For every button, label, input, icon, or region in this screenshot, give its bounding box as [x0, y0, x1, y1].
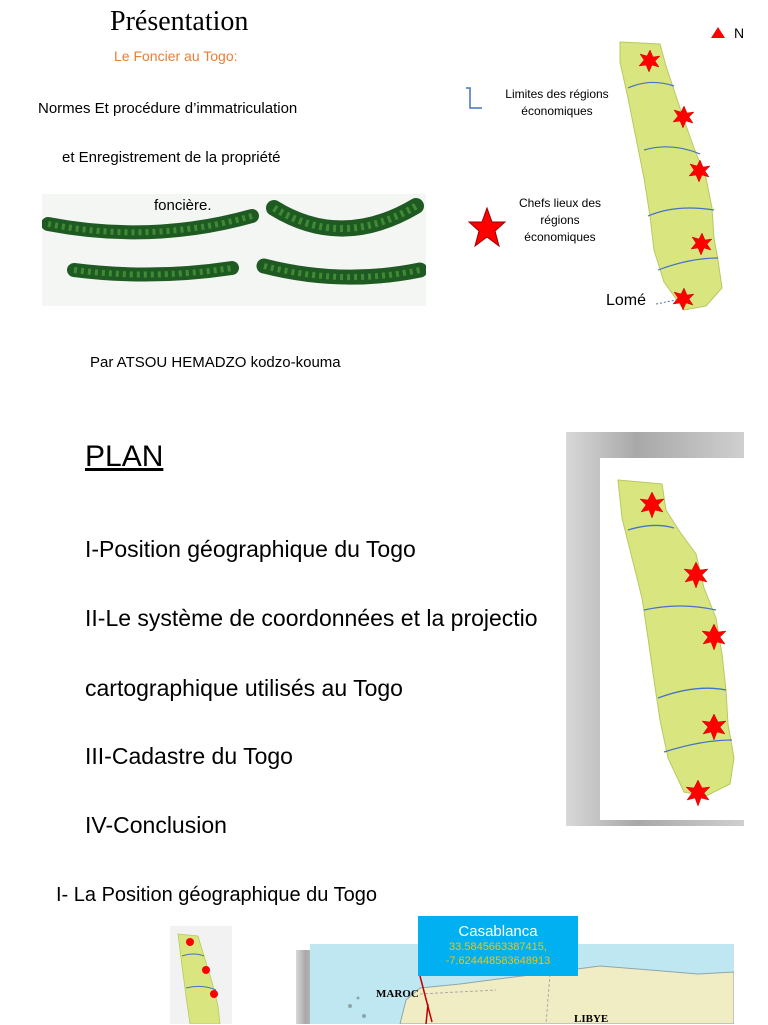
description-line-3: foncière.	[154, 197, 212, 214]
togo-map-small	[170, 926, 232, 1024]
plan-item-2: II-Le système de coordonnées et la projectio	[85, 605, 538, 631]
plan-item-3: cartographique utilisés au Togo	[85, 675, 403, 701]
author-line: Par ATSOU HEMADZO kodzo-kouma	[90, 354, 341, 371]
togo-map-1	[614, 38, 732, 322]
garland-image	[42, 194, 426, 306]
section-heading: I- La Position géographique du Togo	[56, 884, 377, 906]
plan-heading: PLAN	[85, 440, 164, 473]
callout-city: Casablanca	[458, 923, 538, 940]
map-label-maroc: MAROC	[376, 988, 419, 1000]
lome-label: Lomé	[606, 292, 647, 309]
north-label: N	[734, 25, 745, 41]
togo-map-2	[600, 458, 748, 820]
plan-item-4: III-Cadastre du Togo	[85, 743, 293, 769]
star-legend-icon	[468, 206, 506, 250]
plan-item-1: I-Position géographique du Togo	[85, 536, 416, 562]
callout-latitude: 33.5845663387415,	[449, 941, 547, 953]
callout-pointer	[416, 974, 438, 1024]
region-boundary-legend-icon	[462, 86, 486, 112]
legend-capitals-text: Chefs lieux des régions économiques	[518, 196, 602, 244]
slide-subtitle: Le Foncier au Togo:	[114, 48, 238, 64]
plan-item-5: IV-Conclusion	[85, 812, 227, 838]
casablanca-callout	[418, 916, 578, 976]
description-line-2: et Enregistrement de la propriété	[62, 149, 281, 166]
description-line-1: Normes Et procédure d’immatriculation	[38, 100, 298, 117]
legend-boundaries-text: Limites des régions économiques	[505, 87, 609, 118]
map-label-libye: LIBYE	[574, 1013, 609, 1025]
callout-longitude: -7.624448583648913	[445, 955, 551, 967]
slide-title: Présentation	[110, 6, 249, 37]
